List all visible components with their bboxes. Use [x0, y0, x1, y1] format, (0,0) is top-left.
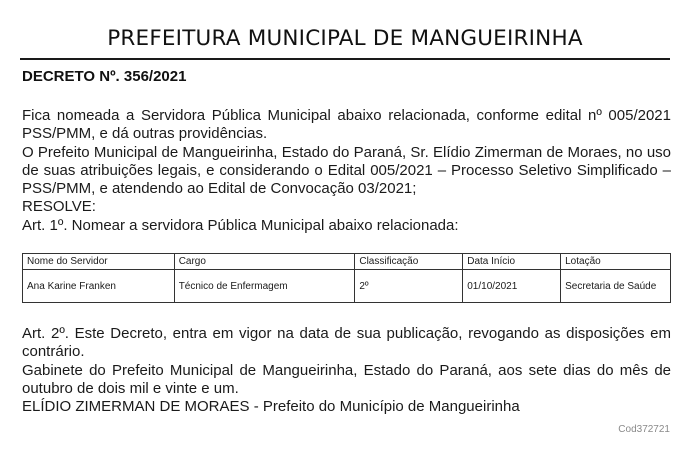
column-header-classification: Classificação — [355, 254, 463, 270]
intro-paragraph-mayor: O Prefeito Municipal de Mangueirinha, Estado do Paraná, Sr. Elídio Zimerman de Moraes, no uso de suas atribuições legais, e considerando o Edital 005/2021 – Processo Seletivo Simplificado – PSS/PMM, e atendendo ao Edital de Convocação 03/2021; — [22, 143, 671, 198]
cell-name: Ana Karine Franken — [23, 270, 175, 303]
appointment-table — [22, 253, 671, 303]
page-title: PREFEITURA MUNICIPAL DE MANGUEIRINHA — [107, 26, 583, 51]
page-header — [20, 20, 670, 60]
table-header-row — [23, 254, 671, 270]
article-2: Art. 2º. Este Decreto, entra em vigor na data de sua publicação, revogando as disposições em contrário. — [22, 325, 671, 361]
intro-section — [22, 107, 671, 235]
cell-department: Secretaria de Saúde — [561, 270, 671, 303]
cell-start-date: 01/10/2021 — [463, 270, 561, 303]
cell-role: Técnico de Enfermagem — [174, 270, 355, 303]
column-header-role: Cargo — [174, 254, 355, 270]
article-1: Art. 1º. Nomear a servidora Pública Municipal abaixo relacionada: — [22, 216, 459, 234]
column-header-department: Lotação — [561, 254, 671, 270]
closing-section — [22, 325, 671, 416]
intro-paragraph-nomination: Fica nomeada a Servidora Pública Municipal abaixo relacionada, conforme edital nº 005/2021 PSS/PMM, e dá outras providências. — [22, 107, 671, 143]
signature-line: ELÍDIO ZIMERMAN DE MORAES - Prefeito do Município de Mangueirinha — [22, 398, 520, 416]
cell-classification: 2º — [355, 270, 463, 303]
column-header-start-date: Data Início — [463, 254, 561, 270]
table-row — [23, 270, 671, 303]
gabinete-paragraph: Gabinete do Prefeito Municipal de Mangueirinha, Estado do Paraná, aos sete dias do mês de outubro de dois mil e vinte e um. — [22, 361, 671, 397]
resolve-heading: RESOLVE: — [22, 198, 96, 216]
column-header-name: Nome do Servidor — [23, 254, 175, 270]
publication-code: Cod372721 — [618, 424, 670, 435]
decree-number: DECRETO Nº. 356/2021 — [22, 68, 187, 85]
